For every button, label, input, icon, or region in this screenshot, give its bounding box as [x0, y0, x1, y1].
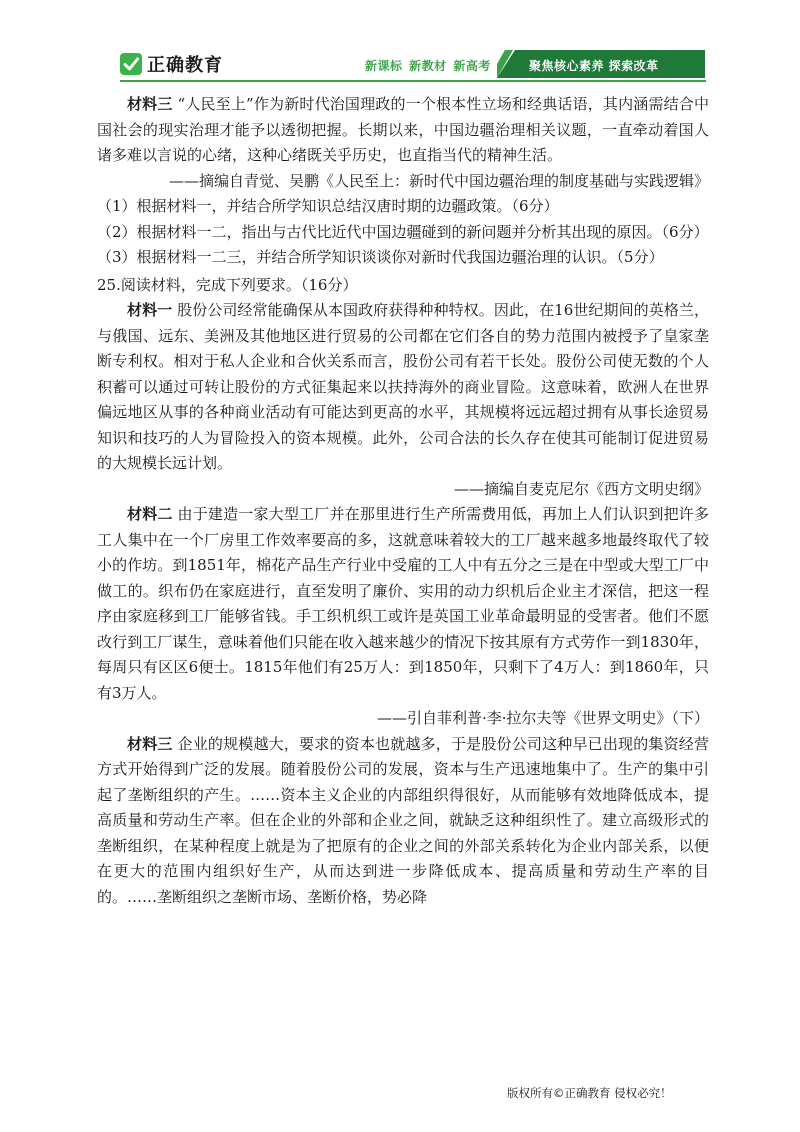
q25-material3	[97, 732, 709, 911]
q25-material2-source: ——引自菲利普·李·拉尔夫等《世界文明史》（下）	[376, 709, 709, 727]
q24-material3-source: ——摘编自青觉、吴鹏《人民至上：新时代中国边疆治理的制度基础与实践逻辑》	[168, 171, 709, 190]
material-label: 材料二	[127, 505, 173, 523]
brand-logo	[120, 50, 223, 78]
checkmark-icon	[120, 53, 142, 75]
material-text: 由于建造一家大型工厂并在那里进行生产所需费用低，再加上人们认识到把许多工人集中在一个厂房里工作效率要高的多，这就意味着较大的工厂越来越多地最终取代了较小的作坊。到1851年，棉花产品生产行业中受雇的工人中有五分之三是在中型或大型工厂中做工的。织布仍在家庭进行，直至发明了廉价、实用的动力织机后企业主才深信，把这一程序由家庭移到工厂能够省钱。手工织机织工或许是英国工业革命最明显的受害者。他们不愿改行到工厂谋生，意味着他们只能在收入越来越少的情况下按其原有方式劳作一到1830年，每周只有区区6便士。1815年他们有25万人：到1850年，只剩下了4万人：到1860年，只有3万人。	[97, 505, 709, 702]
material-label: 材料一	[127, 301, 173, 319]
page-header	[0, 0, 800, 90]
material-text: 股份公司经常能确保从本国政府获得种种特权。因此，在16世纪期间的英格兰，与俄国、远东、美洲及其他地区进行贸易的公司都在它们各自的势力范围内被授予了皇家垄断专利权。相对于私人企业和合伙关系而言，股份公司有若干长处。股份公司使无数的个人积蓄可以通过可转让股份的方式征集起来以扶持海外的商业冒险。这意味着，欧洲人在世界偏远地区从事的各种商业活动有可能达到更高的水平，其规模将远远超过拥有从事长途贸易知识和技巧的人为冒险投入的资本规模。此外，公司合法的长久存在使其可能制订促进贸易的大规模长远计划。	[97, 301, 709, 472]
q25-material2	[97, 502, 709, 706]
question-2: （2）根据材料一二，指出与古代比近代中国边疆碰到的新问题并分析其出现的原因。（6分）	[97, 222, 709, 241]
copyright-footer: 版权所有©正确教育 侵权必究！	[507, 1086, 672, 1100]
question-3: （3）根据材料一二三，并结合所学知识谈谈你对新时代我国边疆治理的认识。（5分）	[97, 248, 664, 266]
q25-material1	[97, 298, 709, 477]
header-divider	[120, 80, 706, 82]
question-1: （1）根据材料一，并结合所学知识总结汉唐时期的边疆政策。（6分）	[97, 197, 559, 215]
brand-name: 正确教育	[147, 55, 223, 76]
page-content	[97, 92, 709, 910]
material-label: 材料三	[127, 95, 173, 113]
q25-heading: 25.阅读材料，完成下列要求。（16分）	[97, 275, 358, 294]
material-text: 企业的规模越大，要求的资本也就越多，于是股份公司这种早已出现的集资经营方式开始得到广泛的发展。随着股份公司的发展，资本与生产迅速地集中了。生产的集中引起了垄断组织的产生。……资本主义企业的内部组织得很好，从而能够有效地降低成本，提高质量和劳动生产率。但在企业的外部和企业之间，就缺乏这种组织性了。建立高级形式的垄断组织，在某种程度上就是为了把原有的企业之间的外部关系转化为企业内部关系，以便在更大的范围内组织好生产，从而达到进一步降低成本、提高质量和劳动生产率的目的。……垄断组织之垄断市场、垄断价格，势必降	[97, 734, 709, 906]
q25-material1-source: ——摘编自麦克尼尔《西方文明史纲》	[453, 479, 709, 498]
material-label: 材料三	[127, 734, 173, 753]
slogan-right: 聚焦核心素养 探索改革	[529, 59, 659, 73]
q24-material3	[97, 92, 709, 169]
material-text: “人民至上”作为新时代治国理政的一个根本性立场和经典话语，其内涵需结合中国社会的现实治理才能予以透彻把握。长期以来，中国边疆治理相关议题，一直牵动着国人诸多难以言说的心绪，这种心绪既关乎历史，也直指当代的精神生活。	[97, 95, 709, 164]
slogan-left: 新课标 新教材 新高考	[365, 59, 491, 73]
